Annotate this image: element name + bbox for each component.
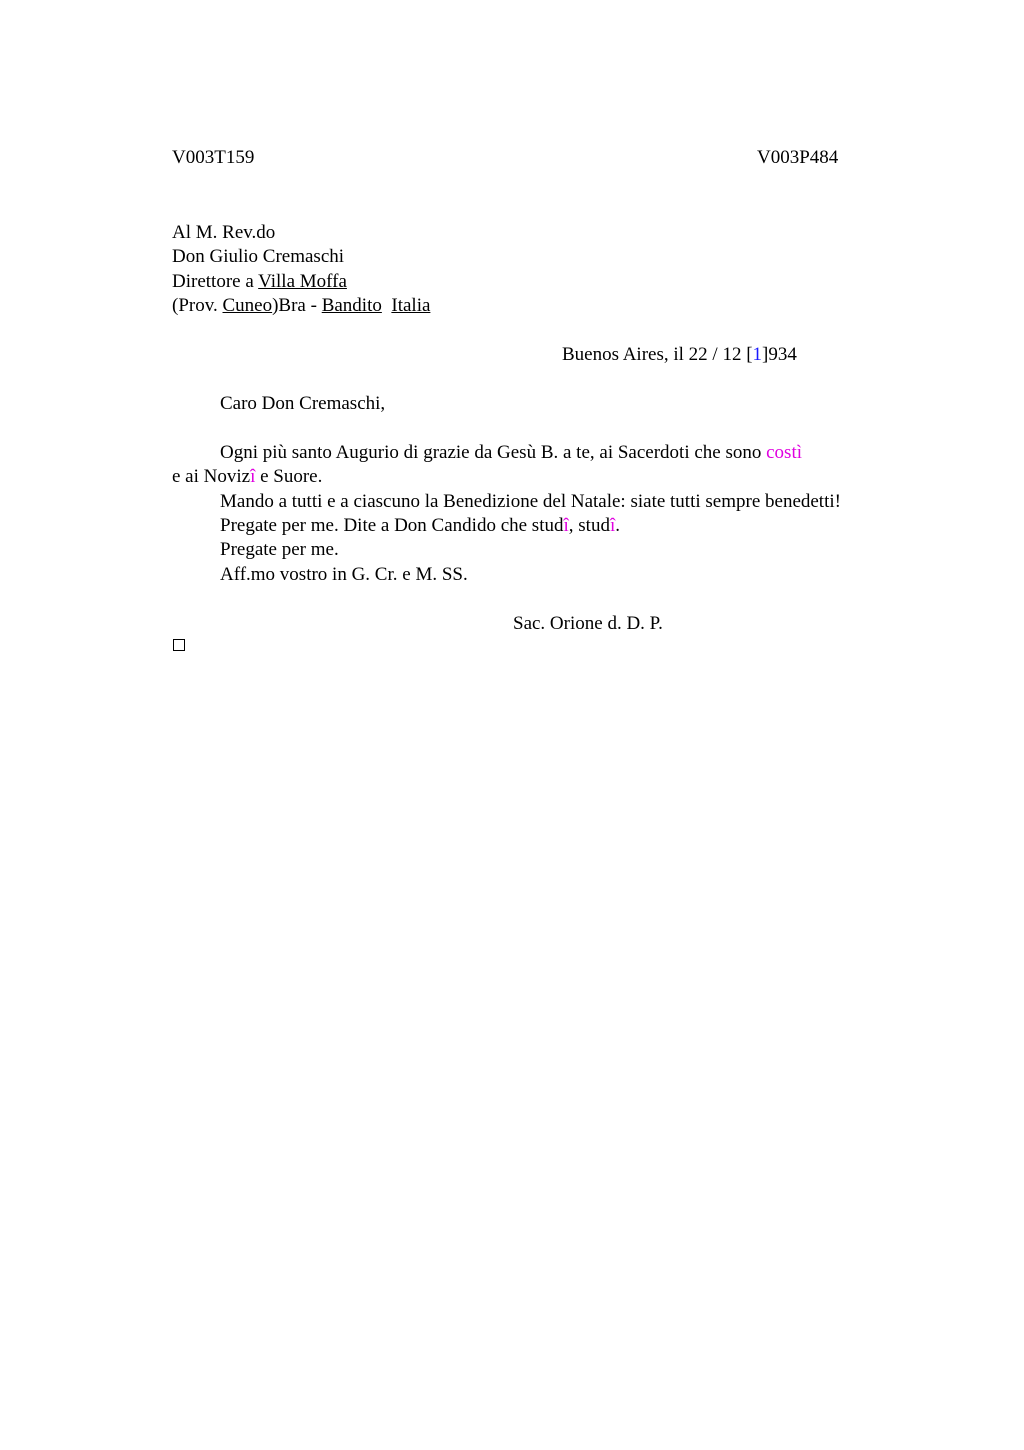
address-place: Villa Moffa: [258, 271, 347, 292]
dateline-editorial-digit: 1: [752, 344, 763, 365]
body-line-2: [172, 465, 322, 489]
page-code-left: V003T159: [172, 147, 255, 168]
address-line-2: Don Giulio Cremaschi: [172, 246, 345, 267]
body-line-6: Aff.mo vostro in G. Cr. e M. SS.: [220, 564, 468, 585]
salutation: Caro Don Cremaschi,: [220, 393, 386, 414]
body-line-2-text: e ai Noviz: [172, 466, 251, 487]
signature: Sac. Orione d. D. P.: [513, 613, 663, 634]
body-line-1-text: Ogni più santo Augurio di grazie da Gesù B. a te, ai Sacerdoti che sono: [220, 442, 767, 463]
editorial-costi: costì: [766, 442, 803, 463]
address-line-4: [172, 294, 430, 318]
address-line-3: [172, 270, 347, 294]
dateline-suffix: ]934: [762, 344, 797, 365]
editorial-i-novizi: î: [250, 466, 256, 487]
body-line-5: Pregate per me.: [220, 539, 339, 560]
address-line-4-open: (Prov.: [172, 295, 223, 316]
editorial-i-studi-1: î: [563, 515, 569, 536]
address-line-1: Al M. Rev.do: [172, 222, 276, 243]
page-code-right: V003P484: [757, 147, 839, 168]
address-line-4-mid: )Bra -: [272, 295, 322, 316]
body-line-4: [220, 514, 620, 538]
body-line-3: Mando a tutti e a ciascuno la Benedizione del Natale: siate tutti sempre benedetti!: [220, 491, 841, 512]
dateline: [562, 343, 797, 367]
address-province: Cuneo: [222, 295, 273, 316]
editorial-i-studi-2: î: [609, 515, 616, 536]
body-line-1: [220, 441, 802, 465]
body-line-4-mid: , stud: [568, 515, 610, 536]
end-marker-box: [173, 639, 185, 651]
address-line-3-prefix: Direttore a: [172, 271, 259, 292]
address-country: Italia: [391, 295, 431, 316]
body-line-2-end: e Suore.: [255, 466, 323, 487]
body-line-4-text: Pregate per me. Dite a Don Candido che stud: [220, 515, 564, 536]
address-town: Bandito: [321, 295, 382, 316]
dateline-prefix: Buenos Aires, il 22 / 12 [: [562, 344, 753, 365]
body-line-4-end: .: [615, 515, 620, 536]
